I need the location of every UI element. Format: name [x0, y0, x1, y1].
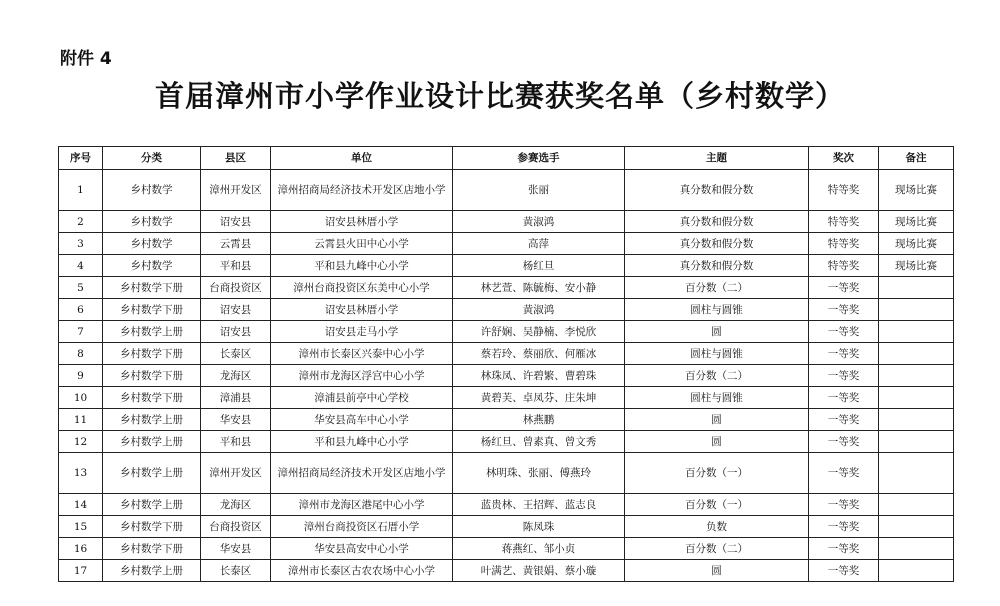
- cell-award: 一等奖: [809, 299, 879, 321]
- cell-award: 一等奖: [809, 277, 879, 299]
- table-row: [59, 343, 954, 365]
- table-row: [59, 277, 954, 299]
- cell-category: 乡村数学: [103, 170, 201, 211]
- cell-topic: 百分数（二）: [625, 277, 809, 299]
- cell-remark: [879, 453, 954, 494]
- cell-participants: 张丽: [453, 170, 625, 211]
- cell-award: 一等奖: [809, 560, 879, 582]
- cell-index: 7: [59, 321, 103, 343]
- cell-participants: 杨红旦、曾素真、曾文秀: [453, 431, 625, 453]
- cell-award: 一等奖: [809, 387, 879, 409]
- cell-topic: 百分数（二）: [625, 365, 809, 387]
- cell-index: 10: [59, 387, 103, 409]
- cell-district: 台商投资区: [201, 277, 271, 299]
- cell-award: 特等奖: [809, 211, 879, 233]
- cell-remark: [879, 387, 954, 409]
- cell-index: 13: [59, 453, 103, 494]
- cell-award: 一等奖: [809, 453, 879, 494]
- cell-index: 14: [59, 494, 103, 516]
- cell-participants: 陈凤珠: [453, 516, 625, 538]
- cell-category: 乡村数学下册: [103, 299, 201, 321]
- cell-district: 台商投资区: [201, 516, 271, 538]
- cell-remark: [879, 516, 954, 538]
- cell-index: 17: [59, 560, 103, 582]
- cell-participants: 蔡若玲、蔡丽欣、何雁冰: [453, 343, 625, 365]
- cell-category: 乡村数学上册: [103, 560, 201, 582]
- cell-school: 诏安县林厝小学: [271, 211, 453, 233]
- cell-award: 一等奖: [809, 538, 879, 560]
- cell-school: 漳州市龙海区浮宫中心小学: [271, 365, 453, 387]
- cell-category: 乡村数学上册: [103, 321, 201, 343]
- cell-school: 漳州招商局经济技术开发区店地小学: [271, 170, 453, 211]
- header-award: 奖次: [809, 147, 879, 170]
- cell-topic: 圆: [625, 321, 809, 343]
- header-participants: 参赛选手: [453, 147, 625, 170]
- cell-category: 乡村数学下册: [103, 365, 201, 387]
- header-index: 序号: [59, 147, 103, 170]
- cell-remark: [879, 365, 954, 387]
- table-row: [59, 560, 954, 582]
- cell-remark: [879, 343, 954, 365]
- cell-award: 一等奖: [809, 494, 879, 516]
- cell-topic: 真分数和假分数: [625, 211, 809, 233]
- cell-category: 乡村数学: [103, 255, 201, 277]
- cell-topic: 百分数（一）: [625, 453, 809, 494]
- document-title: 首届漳州市小学作业设计比赛获奖名单（乡村数学）: [154, 79, 845, 113]
- cell-district: 华安县: [201, 538, 271, 560]
- cell-school: 漳州招商局经济技术开发区店地小学: [271, 453, 453, 494]
- cell-remark: [879, 409, 954, 431]
- cell-district: 长泰区: [201, 560, 271, 582]
- cell-district: 诏安县: [201, 211, 271, 233]
- cell-district: 漳州开发区: [201, 170, 271, 211]
- cell-award: 一等奖: [809, 431, 879, 453]
- cell-index: 6: [59, 299, 103, 321]
- cell-index: 12: [59, 431, 103, 453]
- cell-remark: 现场比赛: [879, 233, 954, 255]
- cell-school: 漳州台商投资区东美中心小学: [271, 277, 453, 299]
- cell-index: 16: [59, 538, 103, 560]
- cell-category: 乡村数学: [103, 233, 201, 255]
- table-row: [59, 321, 954, 343]
- cell-topic: 圆: [625, 431, 809, 453]
- cell-index: 11: [59, 409, 103, 431]
- cell-district: 漳州开发区: [201, 453, 271, 494]
- cell-participants: 黄碧芙、卓凤芬、庄朱坤: [453, 387, 625, 409]
- cell-district: 华安县: [201, 409, 271, 431]
- cell-topic: 圆柱与圆锥: [625, 387, 809, 409]
- cell-category: 乡村数学下册: [103, 343, 201, 365]
- cell-district: 平和县: [201, 431, 271, 453]
- cell-award: 一等奖: [809, 409, 879, 431]
- cell-participants: 蓝贵林、王招辉、蓝志良: [453, 494, 625, 516]
- cell-participants: 杨红旦: [453, 255, 625, 277]
- cell-category: 乡村数学上册: [103, 453, 201, 494]
- table-row: [59, 387, 954, 409]
- cell-school: 漳州台商投资区石厝小学: [271, 516, 453, 538]
- cell-district: 云霄县: [201, 233, 271, 255]
- cell-topic: 真分数和假分数: [625, 255, 809, 277]
- cell-category: 乡村数学下册: [103, 516, 201, 538]
- awards-table: [58, 146, 954, 582]
- table-row: [59, 453, 954, 494]
- cell-district: 漳浦县: [201, 387, 271, 409]
- cell-school: 诏安县走马小学: [271, 321, 453, 343]
- table-body: [59, 170, 954, 582]
- cell-remark: [879, 494, 954, 516]
- cell-index: 8: [59, 343, 103, 365]
- cell-school: 平和县九峰中心小学: [271, 255, 453, 277]
- cell-award: 一等奖: [809, 321, 879, 343]
- cell-award: 一等奖: [809, 516, 879, 538]
- cell-category: 乡村数学下册: [103, 387, 201, 409]
- cell-topic: 圆: [625, 409, 809, 431]
- cell-district: 龙海区: [201, 365, 271, 387]
- cell-district: 长泰区: [201, 343, 271, 365]
- table-row: [59, 431, 954, 453]
- cell-participants: 叶满艺、黄银娟、蔡小璇: [453, 560, 625, 582]
- cell-remark: [879, 321, 954, 343]
- cell-remark: [879, 277, 954, 299]
- cell-school: 平和县九峰中心小学: [271, 431, 453, 453]
- table-row: [59, 299, 954, 321]
- header-topic: 主题: [625, 147, 809, 170]
- cell-category: 乡村数学下册: [103, 277, 201, 299]
- table-row: [59, 516, 954, 538]
- cell-remark: 现场比赛: [879, 255, 954, 277]
- cell-remark: [879, 431, 954, 453]
- cell-school: 漳州市龙海区港尾中心小学: [271, 494, 453, 516]
- cell-index: 9: [59, 365, 103, 387]
- cell-school: 云霄县火田中心小学: [271, 233, 453, 255]
- cell-topic: 真分数和假分数: [625, 170, 809, 211]
- cell-index: 4: [59, 255, 103, 277]
- table-row: [59, 365, 954, 387]
- cell-participants: 黄淑鸿: [453, 299, 625, 321]
- header-school: 单位: [271, 147, 453, 170]
- cell-participants: 林燕鹏: [453, 409, 625, 431]
- cell-topic: 圆柱与圆锥: [625, 299, 809, 321]
- cell-category: 乡村数学下册: [103, 538, 201, 560]
- cell-school: 诏安县林厝小学: [271, 299, 453, 321]
- cell-participants: 林明珠、张丽、傅燕玲: [453, 453, 625, 494]
- header-category: 分类: [103, 147, 201, 170]
- cell-award: 特等奖: [809, 170, 879, 211]
- cell-award: 特等奖: [809, 255, 879, 277]
- table-row: [59, 211, 954, 233]
- table-row: [59, 538, 954, 560]
- cell-award: 一等奖: [809, 343, 879, 365]
- table-row: [59, 494, 954, 516]
- cell-participants: 黄淑鸿: [453, 211, 625, 233]
- cell-participants: 林珠凤、许碧繁、曹碧珠: [453, 365, 625, 387]
- cell-remark: [879, 538, 954, 560]
- cell-remark: 现场比赛: [879, 170, 954, 211]
- table-row: [59, 170, 954, 211]
- cell-participants: 高萍: [453, 233, 625, 255]
- header-remark: 备注: [879, 147, 954, 170]
- cell-school: 华安县高车中心小学: [271, 409, 453, 431]
- cell-district: 诏安县: [201, 321, 271, 343]
- cell-school: 漳浦县前亭中心学校: [271, 387, 453, 409]
- cell-district: 龙海区: [201, 494, 271, 516]
- cell-category: 乡村数学: [103, 211, 201, 233]
- cell-category: 乡村数学上册: [103, 494, 201, 516]
- table-header-row: [59, 147, 954, 170]
- cell-topic: 圆柱与圆锥: [625, 343, 809, 365]
- cell-index: 3: [59, 233, 103, 255]
- table-row: [59, 255, 954, 277]
- cell-participants: 林艺萱、陈毓梅、安小静: [453, 277, 625, 299]
- cell-topic: 负数: [625, 516, 809, 538]
- cell-participants: 蒋燕红、邹小贞: [453, 538, 625, 560]
- cell-topic: 百分数（一）: [625, 494, 809, 516]
- cell-category: 乡村数学上册: [103, 431, 201, 453]
- cell-index: 15: [59, 516, 103, 538]
- cell-school: 华安县高安中心小学: [271, 538, 453, 560]
- cell-remark: 现场比赛: [879, 211, 954, 233]
- cell-remark: [879, 299, 954, 321]
- cell-district: 平和县: [201, 255, 271, 277]
- table-row: [59, 409, 954, 431]
- cell-participants: 许舒娴、吴静楠、李悦欣: [453, 321, 625, 343]
- header-district: 县区: [201, 147, 271, 170]
- cell-topic: 真分数和假分数: [625, 233, 809, 255]
- cell-index: 2: [59, 211, 103, 233]
- cell-category: 乡村数学上册: [103, 409, 201, 431]
- cell-index: 1: [59, 170, 103, 211]
- attachment-label: 附件 4: [60, 49, 112, 69]
- cell-topic: 圆: [625, 560, 809, 582]
- cell-award: 一等奖: [809, 365, 879, 387]
- cell-award: 特等奖: [809, 233, 879, 255]
- cell-remark: [879, 560, 954, 582]
- cell-district: 诏安县: [201, 299, 271, 321]
- cell-school: 漳州市长泰区古农农场中心小学: [271, 560, 453, 582]
- table-row: [59, 233, 954, 255]
- cell-school: 漳州市长泰区兴泰中心小学: [271, 343, 453, 365]
- cell-index: 5: [59, 277, 103, 299]
- cell-topic: 百分数（二）: [625, 538, 809, 560]
